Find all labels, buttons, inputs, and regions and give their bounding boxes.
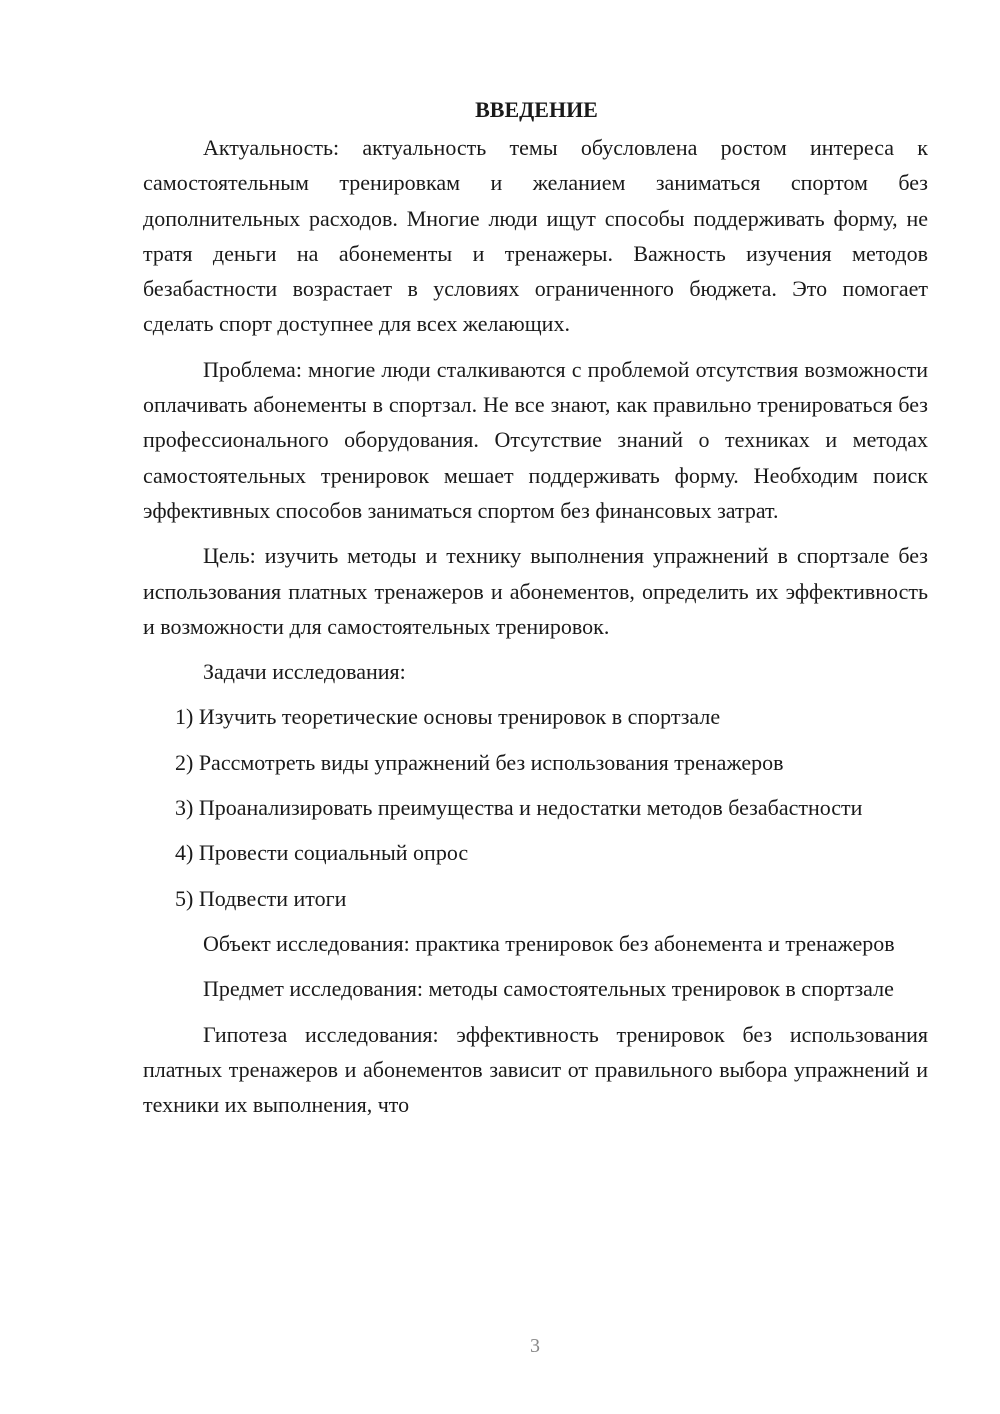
- task-item-2: 2) Рассмотреть виды упражнений без использования тренажеров: [175, 749, 784, 775]
- object-paragraph: Объект исследования: практика тренировок без абонемента и тренажеров: [203, 930, 895, 956]
- goal-paragraph: Цель: изучить методы и технику выполнения упражнений в спортзале без использования платных тренажеров и абонементов, определить их эффективность и возможности для самостоятельных тренировок.: [143, 543, 928, 639]
- task-item-4: 4) Провести социальный опрос: [175, 840, 469, 866]
- task-item-1: 1) Изучить теоретические основы тренировок в спортзале: [175, 704, 721, 730]
- tasks-heading: Задачи исследования:: [203, 659, 406, 685]
- task-item-3: 3) Проанализировать преимущества и недостатки методов безабастности: [175, 795, 863, 821]
- document-body: [143, 92, 928, 1122]
- subject-paragraph: Предмет исследования: методы самостоятельных тренировок в спортзале: [203, 976, 894, 1002]
- page-number: 3: [530, 1335, 540, 1357]
- relevance-paragraph: Актуальность: актуальность темы обусловлена ростом интереса к самостоятельным тренировкам и желанием заниматься спортом без дополнительных расходов. Многие люди ищут способы поддерживать форму, не тратя деньги на абонементы и тренажеры. Важность изучения методов безабастности возрастает в условиях ограниченного бюджета. Это помогает сделать спорт доступнее для всех желающих.: [143, 135, 928, 337]
- page-title: ВВЕДЕНИЕ: [475, 97, 598, 122]
- task-item-5: 5) Подвести итоги: [175, 885, 347, 911]
- problem-paragraph: Проблема: многие люди сталкиваются с проблемой отсутствия возможности оплачивать абонементы в спортзал. Не все знают, как правильно тренироваться без профессионального оборудования. Отсутствие знаний о техниках и методах самостоятельных тренировок мешает поддерживать форму. Необходим поиск эффективных способов заниматься спортом без финансовых затрат.: [143, 356, 928, 523]
- hypothesis-paragraph: Гипотеза исследования: эффективность тренировок без использования платных тренажеров и абонементов зависит от правильного выбора упражнений и техники их выполнения, что: [143, 1021, 928, 1118]
